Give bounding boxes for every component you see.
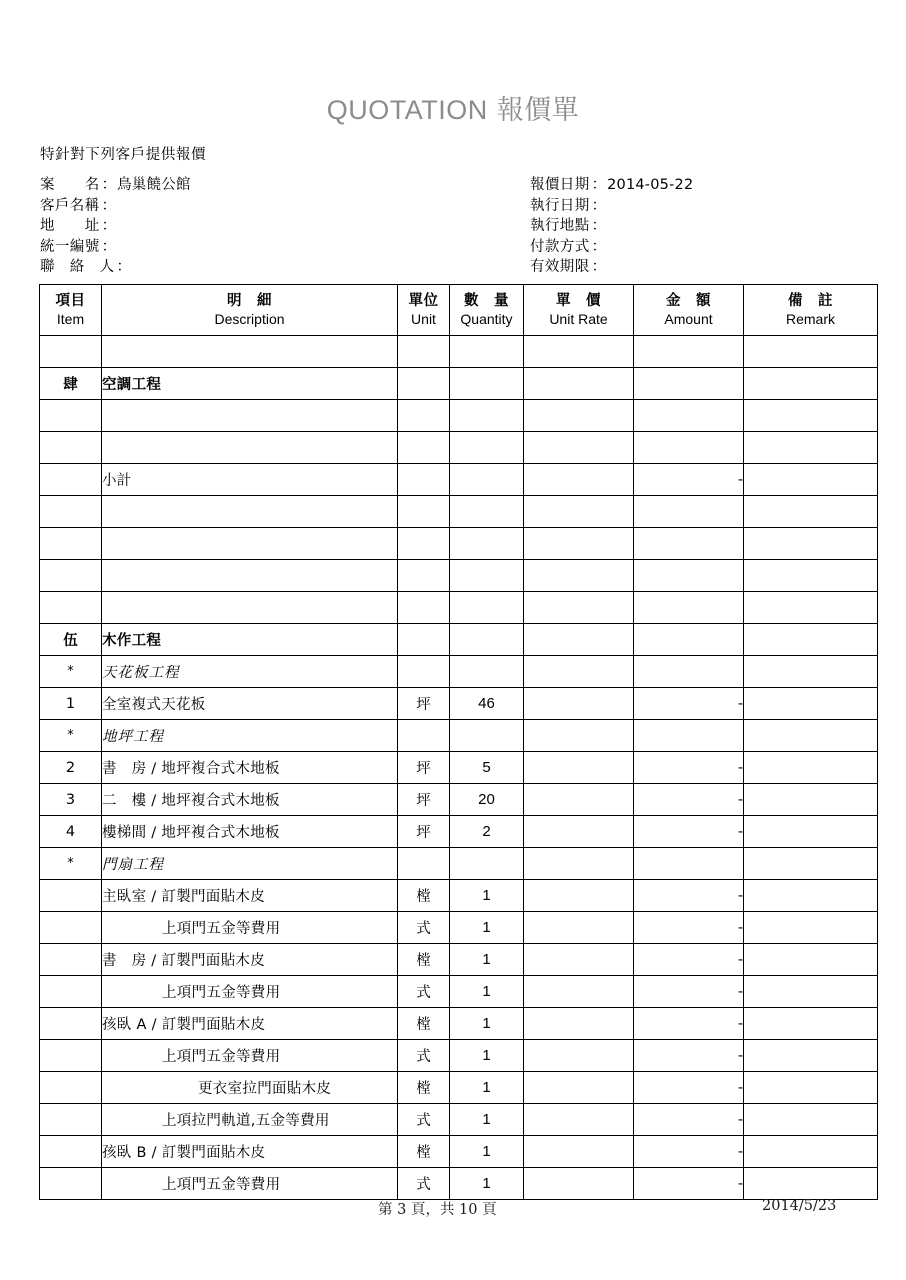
cell-quantity: 1 (450, 944, 524, 976)
cell-item (40, 1072, 102, 1104)
table-row (40, 848, 878, 880)
cell-remark (744, 1072, 878, 1104)
info-row (40, 216, 191, 237)
column-header-unit (398, 285, 450, 336)
table-row (40, 592, 878, 624)
cell-item (40, 1136, 102, 1168)
info-separator: ： (101, 197, 117, 214)
column-header-remark-zh: 備 註 (788, 293, 833, 309)
cell-item: 1 (40, 688, 102, 720)
cell-description (102, 1040, 398, 1072)
cell-quantity (450, 848, 524, 880)
cell-remark (744, 624, 878, 656)
cell-item: * (40, 656, 102, 688)
cell-remark (744, 368, 878, 400)
cell-amount (634, 336, 744, 368)
cell-unit-rate (524, 432, 634, 464)
cell-description (102, 560, 398, 592)
cell-quantity (450, 592, 524, 624)
cell-unit (398, 720, 450, 752)
cell-item: * (40, 720, 102, 752)
cell-unit-rate (524, 880, 634, 912)
cell-description (102, 336, 398, 368)
cell-unit-rate (524, 656, 634, 688)
cell-quantity: 1 (450, 1040, 524, 1072)
cell-quantity: 1 (450, 1104, 524, 1136)
cell-quantity (450, 432, 524, 464)
cell-amount (634, 624, 744, 656)
column-header-remark (744, 285, 878, 336)
cell-item (40, 464, 102, 496)
cell-remark (744, 752, 878, 784)
column-header-amount-en: Amount (664, 311, 713, 327)
table-row (40, 1136, 878, 1168)
intro-text: 特針對下列客戶提供報價 (40, 147, 207, 163)
column-header-unit-rate-zh: 單 價 (556, 293, 601, 309)
cell-description (102, 592, 398, 624)
cell-unit: 式 (398, 976, 450, 1008)
cell-quantity: 1 (450, 912, 524, 944)
cell-item (40, 1104, 102, 1136)
page-title-zh: 報價單 (496, 95, 580, 126)
cell-quantity (450, 528, 524, 560)
cell-quantity (450, 560, 524, 592)
cell-unit-rate (524, 496, 634, 528)
info-row (530, 175, 693, 196)
info-separator: ： (591, 218, 607, 234)
column-header-quantity-zh: 數 量 (464, 293, 509, 309)
cell-remark (744, 688, 878, 720)
cell-quantity: 1 (450, 880, 524, 912)
table-row (40, 432, 878, 464)
cell-remark (744, 976, 878, 1008)
cell-description: 全室複式天花板 (102, 688, 398, 720)
cell-remark (744, 1104, 878, 1136)
table-row (40, 1008, 878, 1040)
cell-item (40, 592, 102, 624)
cell-description-text: 上項門五金等費用 (162, 985, 281, 1001)
cell-description: 孩臥 A / 訂製門面貼木皮 (102, 1008, 398, 1040)
cell-amount (634, 400, 744, 432)
table-row (40, 368, 878, 400)
column-header-quantity (450, 285, 524, 336)
cell-unit: 式 (398, 1104, 450, 1136)
cell-quantity: 2 (450, 816, 524, 848)
cell-amount: - (634, 1072, 744, 1104)
cell-amount: - (634, 1136, 744, 1168)
table-row (40, 1104, 878, 1136)
cell-unit: 坪 (398, 752, 450, 784)
cell-quantity: 5 (450, 752, 524, 784)
cell-unit-rate (524, 368, 634, 400)
cell-unit-rate (524, 720, 634, 752)
table-header-row (40, 285, 878, 336)
cell-unit-rate (524, 528, 634, 560)
cell-description (102, 976, 398, 1008)
cell-item (40, 1008, 102, 1040)
column-header-description-zh: 明 細 (227, 293, 272, 309)
column-header-quantity-en: Quantity (460, 311, 513, 327)
info-separator: ： (101, 238, 117, 255)
cell-unit: 式 (398, 912, 450, 944)
cell-item (40, 528, 102, 560)
page-title (0, 88, 906, 127)
cell-unit: 樘 (398, 944, 450, 976)
cell-unit-rate (524, 464, 634, 496)
cell-remark (744, 784, 878, 816)
cell-item (40, 912, 102, 944)
cell-description: 木作工程 (102, 624, 398, 656)
cell-amount: - (634, 944, 744, 976)
column-header-unit-rate (524, 285, 634, 336)
table-row (40, 656, 878, 688)
cell-amount (634, 528, 744, 560)
table-row (40, 1040, 878, 1072)
table-row (40, 752, 878, 784)
cell-unit (398, 496, 450, 528)
cell-unit (398, 400, 450, 432)
cell-unit (398, 656, 450, 688)
footer-date: 2014/5/23 (762, 1198, 837, 1214)
cell-unit-rate (524, 912, 634, 944)
table-row (40, 528, 878, 560)
cell-unit-rate (524, 560, 634, 592)
info-row (530, 257, 693, 278)
cell-amount (634, 432, 744, 464)
cell-item (40, 336, 102, 368)
cell-unit: 樘 (398, 1136, 450, 1168)
cell-remark (744, 912, 878, 944)
cell-amount: - (634, 752, 744, 784)
cell-description: 書 房 / 地坪複合式木地板 (102, 752, 398, 784)
cell-description-text: 上項門五金等費用 (162, 1177, 281, 1193)
cell-item: 2 (40, 752, 102, 784)
info-value: 鳥巢饒公館 (117, 177, 191, 193)
cell-amount (634, 560, 744, 592)
table-row (40, 880, 878, 912)
page-title-en: QUOTATION (326, 95, 488, 125)
cell-unit-rate (524, 400, 634, 432)
cell-remark (744, 816, 878, 848)
cell-item: 3 (40, 784, 102, 816)
cell-unit-rate (524, 752, 634, 784)
cell-unit-rate (524, 1072, 634, 1104)
cell-quantity (450, 496, 524, 528)
info-row (530, 196, 693, 217)
cell-unit: 樘 (398, 1072, 450, 1104)
cell-amount: - (634, 1040, 744, 1072)
table-row (40, 336, 878, 368)
cell-quantity: 1 (450, 1168, 524, 1200)
cell-item (40, 1168, 102, 1200)
info-separator: ： (591, 238, 607, 255)
info-label: 案 名 (40, 177, 100, 193)
cell-remark (744, 848, 878, 880)
cell-amount: - (634, 912, 744, 944)
column-header-description-en: Description (214, 311, 285, 327)
column-header-remark-en: Remark (785, 311, 835, 327)
cell-unit (398, 848, 450, 880)
cell-remark (744, 1168, 878, 1200)
table-row (40, 1168, 878, 1200)
cell-unit-rate (524, 1136, 634, 1168)
cell-unit-rate (524, 336, 634, 368)
cell-amount: - (634, 464, 744, 496)
cell-amount (634, 368, 744, 400)
cell-item (40, 496, 102, 528)
cell-amount (634, 656, 744, 688)
cell-quantity (450, 720, 524, 752)
cell-remark (744, 944, 878, 976)
column-header-amount (634, 285, 744, 336)
column-header-item (40, 285, 102, 336)
cell-remark (744, 592, 878, 624)
cell-unit-rate (524, 592, 634, 624)
table-body (40, 336, 878, 1200)
cell-unit-rate (524, 944, 634, 976)
cell-quantity (450, 336, 524, 368)
table-row (40, 560, 878, 592)
cell-item (40, 880, 102, 912)
table-row (40, 976, 878, 1008)
cell-unit-rate (524, 1104, 634, 1136)
cell-description: 空調工程 (102, 368, 398, 400)
footer-page-number: 第 3 頁，共 10 頁 (378, 1202, 497, 1218)
cell-amount: - (634, 688, 744, 720)
cell-amount (634, 496, 744, 528)
info-label: 報價日期 (530, 177, 590, 193)
cell-amount: - (634, 816, 744, 848)
cell-description: 天花板工程 (102, 656, 398, 688)
cell-description: 門扇工程 (102, 848, 398, 880)
info-row (40, 257, 191, 278)
customer-info-block (40, 175, 191, 278)
table-row (40, 624, 878, 656)
cell-quantity (450, 624, 524, 656)
table-row (40, 912, 878, 944)
info-label: 地 址 (40, 218, 100, 234)
cell-quantity (450, 400, 524, 432)
cell-description: 主臥室 / 訂製門面貼木皮 (102, 880, 398, 912)
cell-quantity: 46 (450, 688, 524, 720)
column-header-item-zh: 項目 (55, 293, 86, 309)
cell-unit: 坪 (398, 816, 450, 848)
cell-description (102, 400, 398, 432)
cell-unit-rate (524, 784, 634, 816)
info-row (40, 175, 191, 196)
cell-unit (398, 336, 450, 368)
cell-item: 肆 (40, 368, 102, 400)
info-label: 統一編號 (40, 238, 100, 255)
cell-unit (398, 432, 450, 464)
cell-unit (398, 528, 450, 560)
cell-unit-rate (524, 816, 634, 848)
cell-description (102, 432, 398, 464)
cell-description (102, 1072, 398, 1104)
cell-item (40, 560, 102, 592)
cell-unit-rate (524, 1168, 634, 1200)
cell-unit: 坪 (398, 688, 450, 720)
cell-description-text: 上項門五金等費用 (162, 1049, 281, 1065)
cell-description (102, 1104, 398, 1136)
cell-quantity: 1 (450, 1008, 524, 1040)
cell-description: 樓梯間 / 地坪複合式木地板 (102, 816, 398, 848)
cell-amount: - (634, 976, 744, 1008)
cell-remark (744, 720, 878, 752)
cell-quantity: 20 (450, 784, 524, 816)
info-label: 執行日期 (530, 197, 590, 214)
cell-quantity (450, 464, 524, 496)
info-label: 有效期限 (530, 259, 590, 275)
cell-amount: - (634, 1008, 744, 1040)
cell-remark (744, 1008, 878, 1040)
cell-unit: 式 (398, 1040, 450, 1072)
cell-remark (744, 656, 878, 688)
cell-amount (634, 848, 744, 880)
cell-item: 4 (40, 816, 102, 848)
cell-unit-rate (524, 976, 634, 1008)
cell-unit: 樘 (398, 1008, 450, 1040)
info-row (530, 216, 693, 237)
cell-unit (398, 624, 450, 656)
quotation-table (39, 284, 878, 1200)
cell-remark (744, 1040, 878, 1072)
table-row (40, 688, 878, 720)
cell-unit (398, 592, 450, 624)
info-separator: ： (591, 177, 607, 193)
cell-amount: - (634, 1168, 744, 1200)
column-header-unit-rate-en: Unit Rate (549, 311, 608, 327)
cell-item (40, 432, 102, 464)
column-header-unit-en: Unit (411, 311, 436, 327)
cell-quantity: 1 (450, 1072, 524, 1104)
info-value: 2014-05-22 (607, 177, 694, 193)
table-row (40, 784, 878, 816)
column-header-item-en: Item (56, 311, 85, 327)
cell-remark (744, 400, 878, 432)
cell-unit (398, 560, 450, 592)
cell-unit: 坪 (398, 784, 450, 816)
info-label: 付款方式 (530, 238, 590, 255)
cell-remark (744, 880, 878, 912)
info-row (40, 237, 191, 258)
info-separator: ： (116, 259, 131, 275)
cell-unit: 樘 (398, 880, 450, 912)
cell-unit-rate (524, 624, 634, 656)
info-label: 執行地點 (530, 218, 590, 234)
cell-description (102, 1168, 398, 1200)
cell-amount (634, 720, 744, 752)
cell-quantity (450, 368, 524, 400)
cell-item (40, 400, 102, 432)
cell-remark (744, 1136, 878, 1168)
cell-remark (744, 496, 878, 528)
cell-remark (744, 464, 878, 496)
cell-remark (744, 336, 878, 368)
cell-description (102, 912, 398, 944)
cell-description (102, 528, 398, 560)
info-label: 客戶名稱 (40, 197, 100, 214)
cell-description: 書 房 / 訂製門面貼木皮 (102, 944, 398, 976)
column-header-description (102, 285, 398, 336)
cell-description-text: 更衣室拉門面貼木皮 (198, 1081, 332, 1097)
cell-description-text: 上項拉門軌道,五金等費用 (162, 1113, 330, 1129)
info-row (530, 237, 693, 258)
table-row (40, 496, 878, 528)
quotation-info-block (530, 175, 693, 278)
cell-amount: - (634, 1104, 744, 1136)
cell-remark (744, 432, 878, 464)
cell-unit-rate (524, 1040, 634, 1072)
cell-description: 小計 (102, 464, 398, 496)
info-separator: ： (101, 218, 117, 234)
column-header-unit-zh: 單位 (408, 293, 439, 309)
cell-unit (398, 368, 450, 400)
cell-description: 孩臥 B / 訂製門面貼木皮 (102, 1136, 398, 1168)
cell-description: 地坪工程 (102, 720, 398, 752)
cell-quantity (450, 656, 524, 688)
cell-item: 伍 (40, 624, 102, 656)
cell-unit (398, 464, 450, 496)
cell-unit-rate (524, 848, 634, 880)
cell-amount (634, 592, 744, 624)
cell-unit: 式 (398, 1168, 450, 1200)
cell-unit-rate (524, 688, 634, 720)
cell-remark (744, 560, 878, 592)
table-row (40, 1072, 878, 1104)
table-row (40, 464, 878, 496)
cell-description-text: 上項門五金等費用 (162, 921, 281, 937)
table-row (40, 400, 878, 432)
info-row (40, 196, 191, 217)
info-separator: ： (591, 197, 607, 214)
info-separator: ： (591, 259, 607, 275)
table-row (40, 816, 878, 848)
cell-description: 二 樓 / 地坪複合式木地板 (102, 784, 398, 816)
cell-remark (744, 528, 878, 560)
cell-quantity: 1 (450, 976, 524, 1008)
column-header-amount-zh: 金 額 (666, 293, 711, 309)
cell-quantity: 1 (450, 1136, 524, 1168)
cell-description (102, 496, 398, 528)
cell-item: * (40, 848, 102, 880)
table-row (40, 944, 878, 976)
cell-item (40, 944, 102, 976)
cell-item (40, 976, 102, 1008)
cell-item (40, 1040, 102, 1072)
cell-amount: - (634, 880, 744, 912)
table-row (40, 720, 878, 752)
info-label: 聯 絡 人 (40, 259, 115, 275)
cell-amount: - (634, 784, 744, 816)
info-separator: ： (101, 177, 117, 193)
cell-unit-rate (524, 1008, 634, 1040)
